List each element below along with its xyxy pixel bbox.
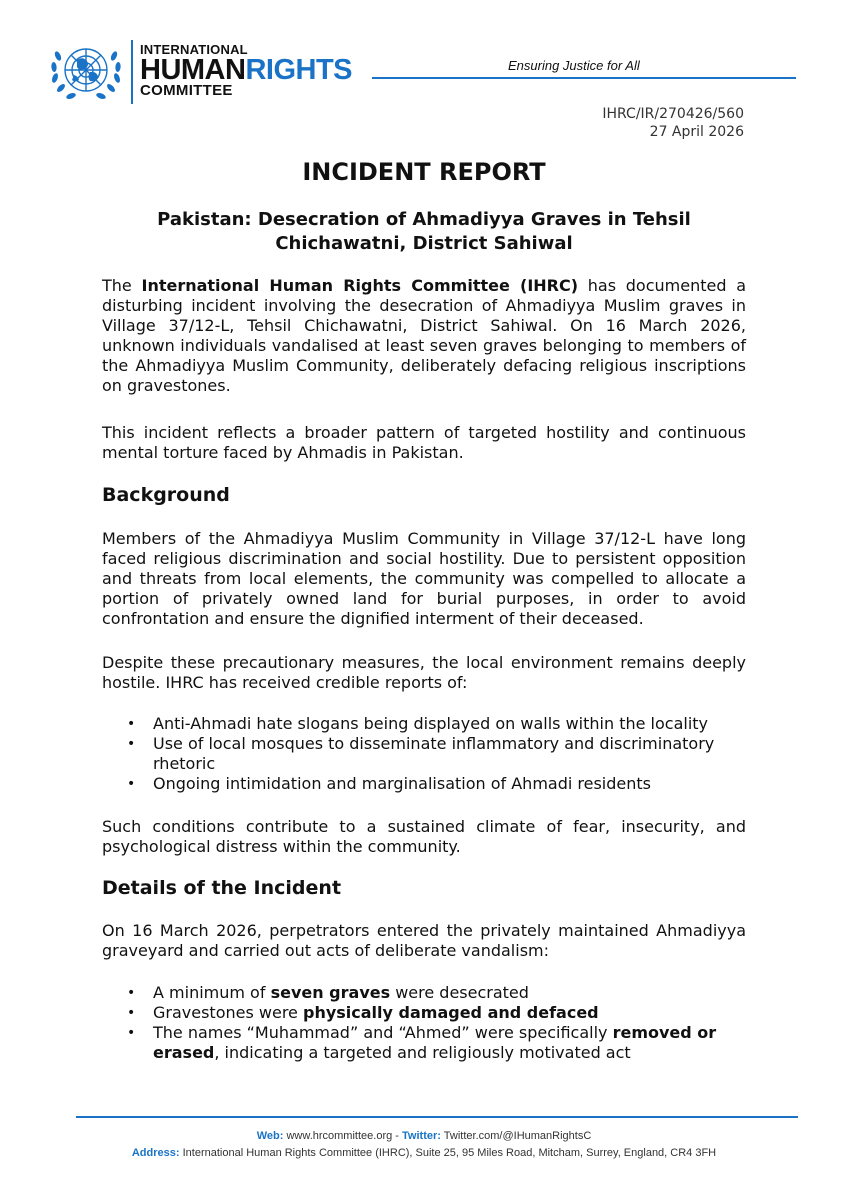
- header-rule: [372, 77, 796, 79]
- intro-text-pre: The: [102, 276, 142, 295]
- address-text: International Human Rights Committee (IHRC), Suite 25, 95 Miles Road, Mitcham, Surrey, England, CR4 3FH: [182, 1147, 717, 1159]
- logo-word-human: HUMAN: [140, 54, 246, 86]
- web-label: Web: [256, 1130, 280, 1142]
- un-globe-laurel-icon: [46, 38, 126, 106]
- intro-text-post: has documented a disturbing incident involving the desecration of Ahmadiyya Muslim graves in Village 37/12-L, Tehsil Chichawatni, District Sahiwal. On 16 March 2026, unknown individuals vandalised at least seven graves belonging to members of the Ahmadiyya Muslim Community, deliberately defacing religious inscriptions on gravestones.: [102, 276, 746, 395]
- footer-address-line: Address: International Human Rights Committee (IHRC), Suite 25, 95 Miles Road, Mitcham, Surrey, England, CR4 3FH: [131, 1147, 717, 1159]
- twitter-label: Twitter: [402, 1130, 438, 1142]
- list-item: • Ongoing intimidation and marginalisation of Ahmadi residents: [102, 774, 746, 794]
- address-label: Address: [131, 1147, 176, 1159]
- background-paragraph-2: Despite these precautionary measures, the local environment remains deeply hostile. IHRC has received credible reports of:: [102, 653, 746, 692]
- item-emphasis: removed or erased: [153, 1023, 717, 1062]
- subtitle-line-1: Pakistan: Desecration of Ahmadiyya Graves in Tehsil: [157, 209, 691, 230]
- page-title: INCIDENT REPORT: [302, 158, 546, 186]
- reference-block: [602, 105, 744, 141]
- logo-word-rights: RIGHTS: [245, 54, 352, 86]
- footer-rule: [76, 1116, 798, 1118]
- pattern-paragraph: This incident reflects a broader pattern of targeted hostility and continuous mental torture faced by Ahmadis in Pakistan.: [102, 423, 746, 462]
- tagline: Ensuring Justice for All: [508, 58, 640, 73]
- reference-number: IHRC/IR/270426/560: [602, 106, 744, 122]
- details-heading: Details of the Incident: [102, 877, 342, 899]
- item-text: , indicating a targeted and religiously motivated act: [214, 1043, 631, 1062]
- reports-list: [102, 714, 746, 794]
- item-text: were desecrated: [390, 983, 529, 1002]
- item-emphasis: seven graves: [270, 983, 391, 1002]
- intro-paragraph: [102, 276, 746, 396]
- list-item: [102, 1003, 746, 1023]
- report-date: 27 April 2026: [649, 124, 744, 140]
- details-paragraph: On 16 March 2026, perpetrators entered the privately maintained Ahmadiyya graveyard and carried out acts of deliberate vandalism:: [102, 921, 746, 960]
- logo-line-human-rights: [140, 54, 352, 86]
- organization-logo-text: [140, 43, 352, 98]
- list-item: [102, 1023, 746, 1063]
- web-link[interactable]: www.hrcommittee.org: [286, 1130, 393, 1142]
- list-item: • Anti-Ahmadi hate slogans being displayed on walls within the locality: [102, 714, 746, 734]
- background-heading: Background: [102, 484, 230, 506]
- report-subtitle: [110, 208, 738, 256]
- list-item: [102, 983, 746, 1003]
- background-paragraph-1: Members of the Ahmadiyya Muslim Community in Village 37/12-L have long faced religious discrimination and social hostility. Due to persistent opposition and threats from local elements, the community was compelled to allocate a portion of privately owned land for burial purposes, in order to avoid confrontation and ensure the dignified interment of their deceased.: [102, 529, 746, 628]
- item-emphasis: physically damaged and defaced: [302, 1003, 599, 1022]
- logo-divider: [131, 40, 133, 104]
- item-text: A minimum of: [153, 983, 271, 1002]
- vandalism-list: [102, 983, 746, 1063]
- item-text: The names “Muhammad” and “Ahmed” were specifically: [153, 1023, 613, 1042]
- subtitle-line-2: Chichawatni, District Sahiwal: [275, 233, 573, 254]
- list-item: • Use of local mosques to disseminate inflammatory and discriminatory rhetoric: [102, 734, 746, 774]
- footer-separator: -: [392, 1130, 403, 1142]
- twitter-link[interactable]: Twitter.com/@IHumanRightsC: [443, 1130, 592, 1142]
- logo-line-international: INTERNATIONAL: [140, 42, 248, 57]
- item-text: Gravestones were: [153, 1003, 303, 1022]
- intro-org-name: International Human Rights Committee (IHRC): [141, 276, 579, 295]
- logo-line-committee: COMMITTEE: [140, 82, 233, 99]
- footer-web-line: Web: www.hrcommittee.org - Twitter: Twitter.com/@IHumanRightsC: [256, 1130, 592, 1142]
- letterhead: [0, 0, 848, 110]
- background-paragraph-3: Such conditions contribute to a sustained climate of fear, insecurity, and psychological distress within the community.: [102, 817, 746, 856]
